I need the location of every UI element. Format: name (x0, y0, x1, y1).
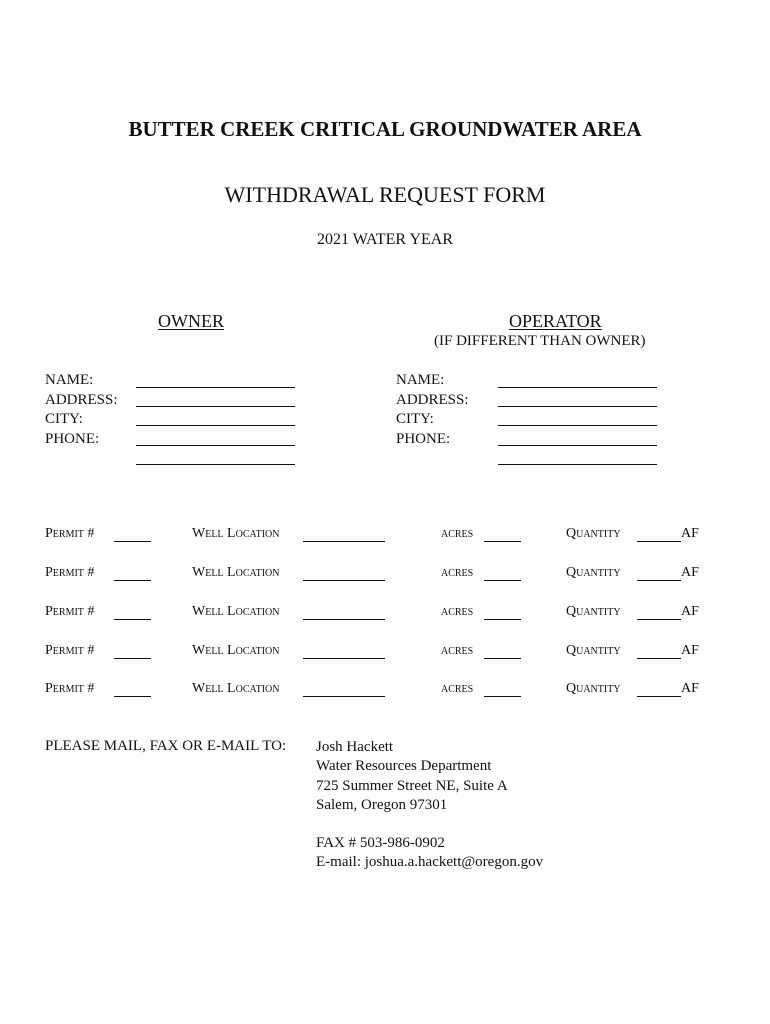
contact-name: Josh Hackett (316, 739, 394, 755)
well-location-label: Well Location (192, 526, 280, 541)
acres-label: acres (441, 565, 474, 580)
owner-city-label: CITY: (45, 411, 83, 427)
permit-label: Permit # (45, 681, 95, 696)
operator-name-line[interactable] (498, 387, 657, 388)
contact-fax: FAX # 503-986-0902 (316, 835, 445, 852)
owner-name-label: NAME: (45, 372, 94, 388)
contact-department: Water Resources Department (316, 758, 492, 775)
owner-address-line[interactable] (136, 406, 295, 407)
form-title: BUTTER CREEK CRITICAL GROUNDWATER AREA (128, 117, 642, 141)
acres-line[interactable] (484, 619, 521, 620)
acres-line[interactable] (484, 541, 521, 542)
operator-extra-line[interactable] (498, 464, 657, 465)
operator-labels (396, 371, 469, 449)
operator-address-line[interactable] (498, 406, 657, 407)
af-unit: AF (681, 681, 699, 696)
well-location-label: Well Location (192, 565, 280, 580)
spacer (316, 815, 543, 834)
permit-line[interactable] (114, 658, 151, 659)
well-location-line[interactable] (303, 658, 385, 659)
acres-label: acres (441, 681, 474, 696)
contact-street: 725 Summer Street NE, Suite A (316, 777, 508, 794)
permit-line[interactable] (114, 619, 151, 620)
quantity-line[interactable] (637, 658, 681, 659)
water-year: 2021 WATER YEAR (317, 231, 453, 248)
quantity-label: Quantity (566, 526, 621, 541)
quantity-label: Quantity (566, 681, 621, 696)
operator-address-label: ADDRESS: (396, 391, 469, 408)
quantity-label: Quantity (566, 565, 621, 580)
owner-extra-line[interactable] (136, 464, 295, 465)
operator-city-line[interactable] (498, 425, 657, 426)
quantity-line[interactable] (637, 541, 681, 542)
permit-label: Permit # (45, 643, 95, 658)
contact-city: Salem, Oregon 97301 (316, 796, 448, 813)
mail-instructions-label: PLEASE MAIL, FAX OR E-MAIL TO: (45, 738, 287, 754)
form-subtitle: WITHDRAWAL REQUEST FORM (224, 182, 546, 207)
af-unit: AF (681, 565, 699, 580)
well-location-label: Well Location (192, 681, 280, 696)
acres-label: acres (441, 526, 474, 541)
quantity-label: Quantity (566, 604, 621, 619)
permit-line[interactable] (114, 696, 151, 697)
well-location-line[interactable] (303, 541, 385, 542)
acres-line[interactable] (484, 580, 521, 581)
permit-line[interactable] (114, 580, 151, 581)
mail-address-block (316, 738, 543, 873)
permit-row (0, 643, 770, 663)
permit-row (0, 526, 770, 546)
operator-phone-label: PHONE: (396, 430, 451, 447)
owner-phone-line[interactable] (136, 445, 295, 446)
well-location-label: Well Location (192, 643, 280, 658)
well-location-line[interactable] (303, 580, 385, 581)
owner-heading: OWNER (158, 311, 224, 331)
af-unit: AF (681, 526, 699, 541)
quantity-line[interactable] (637, 619, 681, 620)
owner-address-label: ADDRESS: (45, 391, 118, 408)
operator-note: (IF DIFFERENT THAN OWNER) (434, 333, 646, 349)
well-location-line[interactable] (303, 619, 385, 620)
quantity-line[interactable] (637, 580, 681, 581)
operator-city-label: CITY: (396, 411, 434, 427)
af-unit: AF (681, 604, 699, 619)
owner-labels (45, 371, 118, 449)
acres-line[interactable] (484, 696, 521, 697)
af-unit: AF (681, 643, 699, 658)
permit-row (0, 565, 770, 585)
acres-line[interactable] (484, 658, 521, 659)
operator-phone-line[interactable] (498, 445, 657, 446)
operator-name-label: NAME: (396, 372, 445, 388)
well-location-label: Well Location (192, 604, 280, 619)
quantity-line[interactable] (637, 696, 681, 697)
owner-city-line[interactable] (136, 425, 295, 426)
contact-email[interactable]: E-mail: joshua.a.hackett@oregon.gov (316, 854, 544, 871)
permit-label: Permit # (45, 604, 95, 619)
permit-label: Permit # (45, 526, 95, 541)
quantity-label: Quantity (566, 643, 621, 658)
owner-name-line[interactable] (136, 387, 295, 388)
operator-heading: OPERATOR (509, 311, 602, 331)
owner-phone-label: PHONE: (45, 430, 100, 447)
well-location-line[interactable] (303, 696, 385, 697)
permit-row (0, 681, 770, 701)
acres-label: acres (441, 604, 474, 619)
acres-label: acres (441, 643, 474, 658)
permit-line[interactable] (114, 541, 151, 542)
permit-row (0, 604, 770, 624)
permit-label: Permit # (45, 565, 95, 580)
